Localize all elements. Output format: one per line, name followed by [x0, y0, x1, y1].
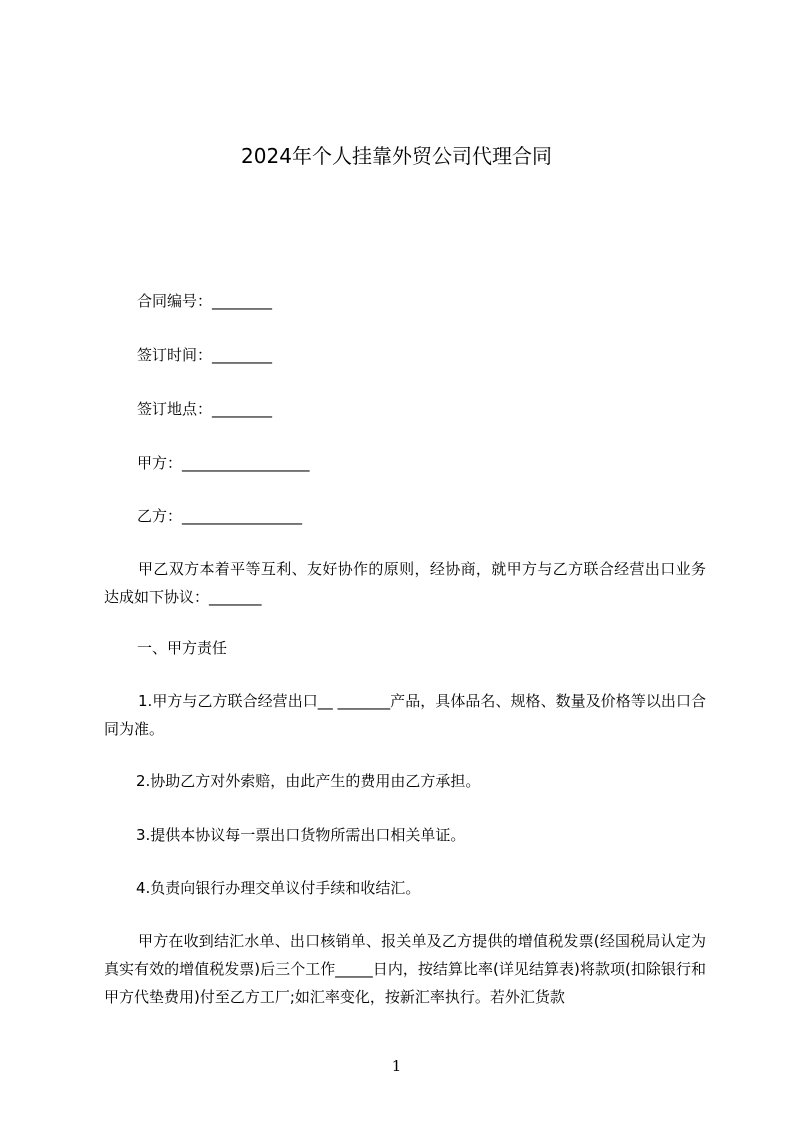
party-a-field: 甲方：_________________ [137, 454, 310, 472]
intro-paragraph: 甲乙双方本着平等互利、友好协作的原则，经协商，就甲方与乙方联合经营出口业务达成如下协议：_______ [104, 560, 706, 606]
page-number: 1 [391, 1057, 402, 1075]
duty-item-3: 3.提供本协议每一票出口货物所需出口相关单证。 [136, 826, 466, 844]
section-heading-party-a-duties: 一、甲方责任 [137, 639, 228, 657]
duty-item-1: 1.甲方与乙方联合经营出口__ _______产品，具体品名、规格、数量及价格等以出口合同为准。 [104, 692, 706, 738]
party-b-field: 乙方：________________ [137, 507, 303, 525]
duty-item-4: 4.负责向银行办理交单议付手续和收结汇。 [136, 879, 421, 897]
document-title: 2024年个人挂靠外贸公司代理合同 [241, 144, 552, 168]
contract-number-field: 合同编号：________ [137, 292, 273, 310]
signing-time-field: 签订时间：________ [137, 346, 273, 364]
signing-place-field: 签订地点：________ [137, 400, 273, 418]
payment-paragraph: 甲方在收到结汇水单、出口核销单、报关单及乙方提供的增值税发票(经国税局认定为真实有效的增值税发票)后三个工作_____日内，按结算比率(详见结算表)将款项(扣除银行和甲方代垫费用)付至乙方工厂;如汇率变化，按新汇率执行。若外汇货款 [104, 932, 706, 1006]
duty-item-2: 2.协助乙方对外索赔，由此产生的费用由乙方承担。 [136, 772, 481, 790]
